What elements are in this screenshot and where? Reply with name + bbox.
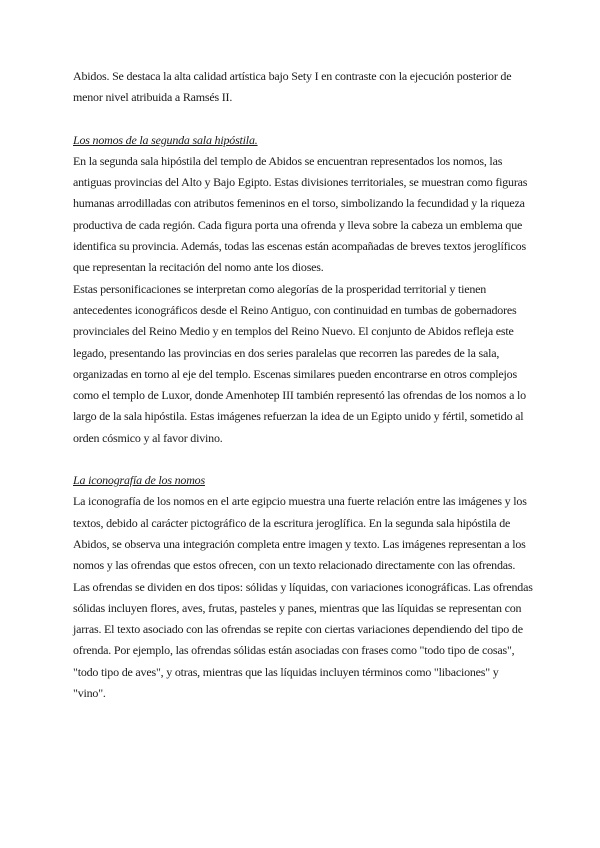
intro-paragraph: Abidos. Se destaca la alta calidad artística bajo Sety I en contraste con la ejecución posterior de menor nivel atribuida a Ramsés II.: [73, 69, 512, 105]
section-heading-iconografia: La iconografía de los nomos: [73, 473, 205, 488]
document-page: [73, 66, 533, 704]
section1-paragraph-2: Estas personificaciones se interpretan como alegorías de la prosperidad territorial y tienen antecedentes iconográficos desde el Reino Antiguo, con continuidad en tumbas de gobernadores provinciales del Reino Medio y en templos del Reino Nuevo. El conjunto de Abidos refleja este legado, presentando las provincias en dos series paralelas que recorren las paredes de la sala, organizadas en torno al eje del templo. Escenas similares pueden encontrarse en otros complejos como el templo de Luxor, donde Amenhotep III también representó las ofrendas de los nomos a lo largo de la sala hipóstila. Estas imágenes refuerzan la idea de un Egipto unido y fértil, sometido al orden cósmico y al favor divino.: [73, 281, 526, 445]
section2-paragraph-1: La iconografía de los nomos en el arte egipcio muestra una fuerte relación entre las imágenes y los textos, debido al carácter pictográfico de la escritura jeroglífica. En la segunda sala hipóstila de Abidos, se observa una integración completa entre imagen y texto. Las imágenes representan a los nomos y las ofrendas que estos ofrecen, con un texto relacionado directamente con las ofrendas. Las ofrendas se dividen en dos tipos: sólidas y líquidas, con variaciones iconográficas. Las ofrendas sólidas incluyen flores, aves, frutas, pasteles y panes, mientras que las líquidas se representan con jarras. El texto asociado con las ofrendas se repite con ciertas variaciones dependiendo del tipo de ofrenda. Por ejemplo, las ofrendas sólidas están asociadas con frases como "todo tipo de cosas", "todo tipo de aves", y otras, mientras que las líquidas incluyen términos como "libaciones" y "vino".: [73, 494, 533, 701]
section-heading-nomos-sala: Los nomos de la segunda sala hipóstila.: [73, 132, 258, 147]
section1-paragraph-1: En la segunda sala hipóstila del templo de Abidos se encuentran representados los nomos, las antiguas provincias del Alto y Bajo Egipto. Estas divisiones territoriales, se muestran como figuras humanas arrodilladas con atributos femeninos en el torso, simbolizando la fecundidad y la riqueza productiva de cada región. Cada figura porta una ofrenda y lleva sobre la cabeza un emblema que identifica su provincia. Además, todas las escenas están acompañadas de breves textos jeroglíficos que representan la recitación del nomo ante los dioses.: [73, 153, 528, 275]
